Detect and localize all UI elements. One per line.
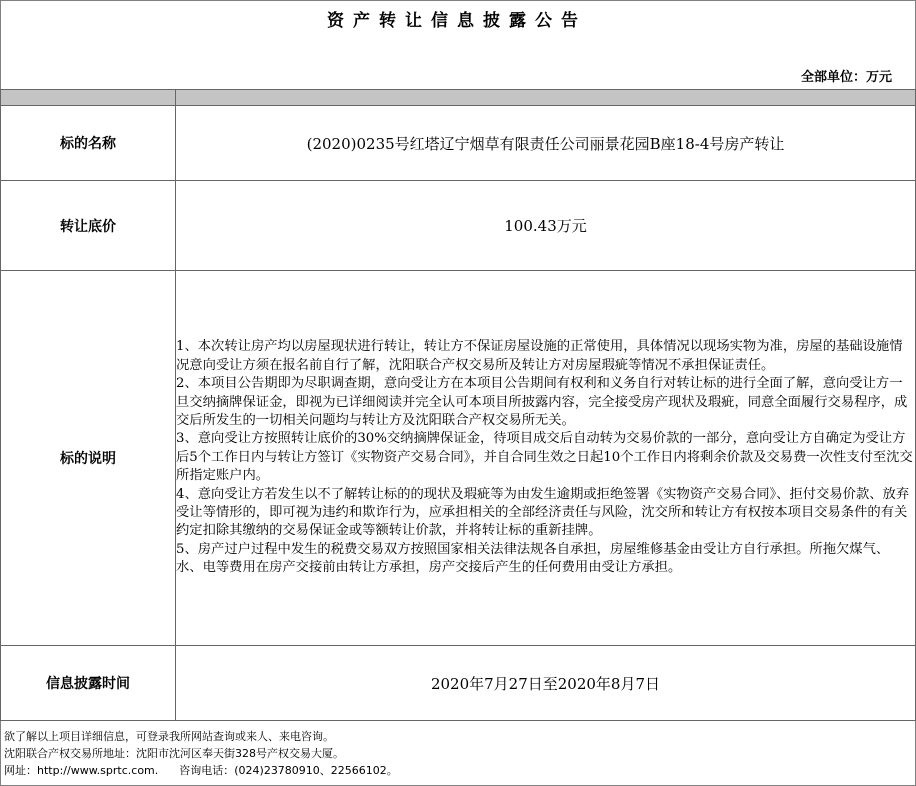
description-item-1: 1、本次转让房产均以房屋现状进行转让，转让方不保证房屋设施的正常使用，具体情况以现场实物为准，房屋的基础设施情况意向受让方须在报名前自行了解，沈阳联合产权交易所及转让方对房屋瑕疵等情况不承担保证责任。 xyxy=(176,339,903,373)
row-asset-name xyxy=(1,106,916,181)
unit-label: 全部单位：万元 xyxy=(800,70,892,85)
footer-address: 沈阳联合产权交易所地址：沈阳市沈河区奉天街328号产权交易大厦。 xyxy=(4,747,344,760)
header-band-left xyxy=(1,90,176,106)
asset-name-value: (2020)0235号红塔辽宁烟草有限责任公司丽景花园B座18-4号房产转让 xyxy=(176,106,916,181)
description-item-3: 3、意向受让方按照转让底价的30%交纳摘牌保证金，待项目成交后自动转为交易价款的一部分，意向受让方自确定为受让方后5个工作日内与转让方签订《实物资产交易合同》，并自合同生效之日起10个工作日内将剩余价款及交易费一次性支付至沈交所指定账户内。 xyxy=(176,431,913,484)
announcement-table xyxy=(0,89,916,721)
page-title: 资产转让信息披露公告 xyxy=(327,11,587,31)
header-band-right xyxy=(176,90,916,106)
reserve-price-label: 转让底价 xyxy=(1,181,176,271)
reserve-price-value: 100.43万元 xyxy=(176,181,916,271)
footer-inquiry-note: 欲了解以上项目详细信息，可登录我所网站查询或来人、来电咨询。 xyxy=(4,730,334,743)
footer-info xyxy=(4,728,398,779)
asset-description-label: 标的说明 xyxy=(1,271,176,646)
description-item-4: 4、意向受让方若发生以不了解转让标的的现状及瑕疵等为由发生逾期或拒绝签署《实物资产交易合同》、拒付交易价款、放弃受让等情形的，即可视为违约和欺诈行为，应承担相关的全部经济责任与风险，沈交所和转让方有权按本项目交易条件的有关约定扣除其缴纳的交易保证金或等额转让价款，并将转让标的重新挂牌。 xyxy=(176,486,910,539)
disclosure-time-label: 信息披露时间 xyxy=(1,646,176,721)
disclosure-time-value: 2020年7月27日至2020年8月7日 xyxy=(176,646,916,721)
asset-description-text xyxy=(176,271,916,646)
asset-name-label: 标的名称 xyxy=(1,106,176,181)
row-asset-description xyxy=(1,271,916,646)
row-disclosure-time xyxy=(1,646,916,721)
row-reserve-price xyxy=(1,181,916,271)
description-item-2: 2、本项目公告期即为尽职调查期，意向受让方在本项目公告期间有权利和义务自行对转让标的进行全面了解，意向受让方一旦交纳摘牌保证金，即视为已详细阅读并完全认可本项目所披露内容，完全接受房产现状及瑕疵，同意全面履行交易程序，成交后所发生的一切相关问题均与转让方及沈阳联合产权交易所无关。 xyxy=(176,376,908,428)
footer-contact: 网址：http://www.sprtc.com. 咨询电话：(024)23780910、22566102。 xyxy=(4,764,398,777)
header-band xyxy=(1,90,916,106)
description-item-5: 5、房产过户过程中发生的税费交易双方按照国家相关法律法规各自承担，房屋维修基金由受让方自行承担。所拖欠煤气、水、电等费用在房产交接前由转让方承担，房产交接后产生的任何费用由受让方承担。 xyxy=(176,541,890,576)
